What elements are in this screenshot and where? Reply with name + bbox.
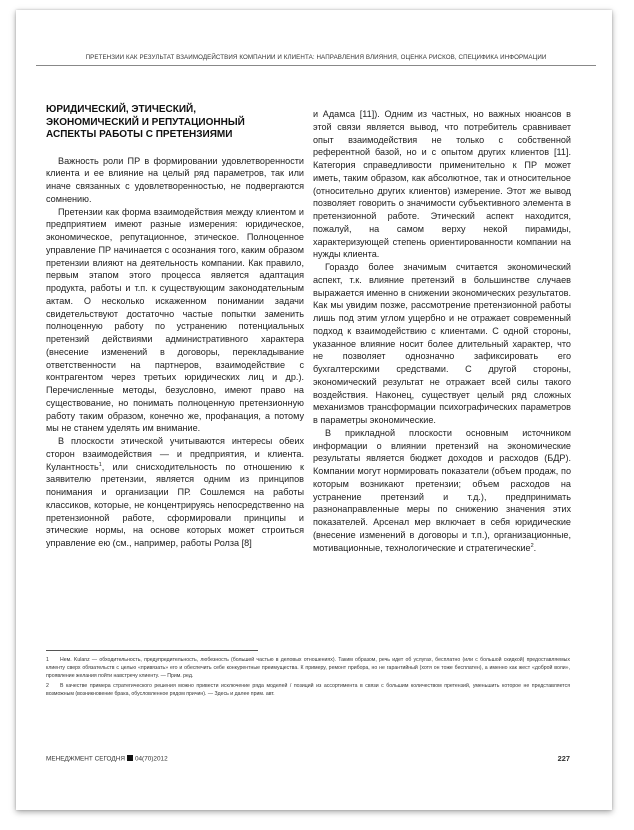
footnote-number: 1 [46,657,49,663]
page-footer [46,755,570,765]
running-head: ПРЕТЕНЗИИ КАК РЕЗУЛЬТАТ ВЗАИМОДЕЙСТВИЯ КОМПАНИИ И КЛИЕНТА: НАПРАВЛЕНИЯ ВЛИЯНИЯ, ОЦЕНКА РИСКОВ, СПЕЦИФИКА ИНФОРМАЦИИ [85,54,547,61]
paragraph [313,427,571,555]
paragraph: и Адамса [11]). Одним из частных, но важных нюансов в этой связи является вывод, что потребитель сравнивает опыт взаимодействия не только с собственной референтной базой, но и с опытом других клиентов [11]. Категория справедливости применительно к ПР может иметь, таким образом, как абсолютное, так и относительное (относительно других клиентов) измерение. Этот же вывод позволяет говорить о значимости субъективного элемента в претензионной работе. Этический аспект находится, пожалуй, на самом верху некой пирамиды, характеризующей степень ориентированности компании на нужды клиента. [313,109,571,260]
text-run: В плоскости этической учитываются интересы обеих сторон взаимодействия — и предприятия, и клиента. Кулантность [46,436,304,472]
text-run: , или снисходительность по отношению к заявителю претензии, является одним из принципов понимания и организации ПР. Сошлемся на работы классиков, которые, не концентрируясь непосредственно на претензионной работе, сформировали принципы и этические нормы, на основе которых может строиться управление ею (см., например, работы Ролза [8] [46,461,304,548]
paragraph [46,435,304,550]
journal-name: МЕНЕДЖМЕНТ СЕГОДНЯ [46,755,125,763]
heading-line: ЭКОНОМИЧЕСКИЙ И РЕПУТАЦИОННЫЙ [46,116,245,128]
journal-issue: 04(70)2012 [134,755,168,763]
text-run: В прикладной плоскости основным источником информации о влиянии претензий на экономические результаты является бюджет доходов и расходов (БДР). Компании могут нормировать показатели (объем продаж, по которым возникают претензии; объем расходов на устранение претензий и т.д.), предпринимать разнонаправленные меры по снижению значения этих показателей. Арсенал мер включает в себя юридические (внесение изменений в договоры и т.п.), организационные, мотивационные, технологические и стратегические [313,427,571,553]
heading-line: АСПЕКТЫ РАБОТЫ С ПРЕТЕНЗИЯМИ [46,129,233,140]
footnote [46,656,570,680]
page-number: 227 [557,754,570,763]
section-heading [46,104,304,142]
footnote-text: Нем. Kulanz — обходительность, предупредительность, любезность (большей частью в деловых отношениях). Таким образом, речь идет об услугах, бесплатно (или с большой скидкой) предоставляемых клиенту сверх обязательств с целью «привязать» его и обеспечить себе конкурентные преимущества. К примеру, ремонт прибора, но не гарантийный (хотя он тоже бесплатен), а именно как жест «доброй воли», проявление желания пойти навстречу клиенту. — Прим. ред. [46,657,570,679]
footnotes [46,656,570,700]
footnote-rule [46,650,258,651]
paragraph: Гораздо более значимым считается экономический аспект, т.к. влияние претензий в большинстве случаев выражается именно в снижении экономических результатов. Как мы увидим позже, рассмотрение претензионной работы лишь под этим углом ущербно и не отражает современный подход к взаимодействию с клиентами. С одной стороны, указанное влияние носит более длительный характер, что не позволяет однозначно зафиксировать его бухгалтерскими средствами. С другой стороны, экономический результат не отражает всей силы такого воздействия. Наконец, существует целый ряд сложных механизмов трансформации психографических параметров в параметры экономические. [313,262,571,425]
footnote-ref[interactable]: 2 [530,542,534,549]
paragraph: Важность роли ПР в формировании удовлетворенности клиента и ее влияние на целый ряд параметров, так или иначе связанных с удовлетворенностью, не подвергаются сомнению. [46,155,304,204]
text-run: . [533,542,537,553]
document-page [16,10,612,810]
paragraph: Претензии как форма взаимодействия между клиентом и предприятием имеют разные измерения: юридическое, экономическое, репутационное, этическое. Полноценное управление ПР начинается с осознания того, каким образом претензии влияют на деятельность компании. Как правило, первым этапом этого процесса является адаптация продукта, работы и т.п. к существующим законодательным актам. О несколько искаженном понимании задачи свидетельствуют достаточно частые попытки заменить полноценную работу по устранению потенциальных претензий действиями административного характера (внесение изменений в договоры, перекладывание ответственности на партнеров, взаимодействие с контрагентом через третьих юридических лиц и др.). Перечисленные методы, безусловно, имеют право на существование, но понимать полноценную претензионную работу таким образом, конечно же, профанация, а потому мы не станем уделять им внимание. [46,206,304,434]
running-head-rule [36,65,596,66]
left-column [46,104,304,550]
right-column [313,108,571,554]
footnote [46,682,570,698]
square-icon [127,755,133,761]
footer-journal [46,755,168,763]
footnote-text: В качестве примера стратегического решения можно привести исключение ряда моделей / позиций из ассортимента в связи с большим количеством претензий, уменьшить которое не представляется возможным (возникновение брака, обусловленное рядом причин). — Здесь и далее прим. авт. [46,683,570,697]
footnote-number: 2 [46,683,49,689]
footnote-ref[interactable]: 1 [98,461,102,468]
heading-line: ЮРИДИЧЕСКИЙ, ЭТИЧЕСКИЙ, [46,104,197,115]
